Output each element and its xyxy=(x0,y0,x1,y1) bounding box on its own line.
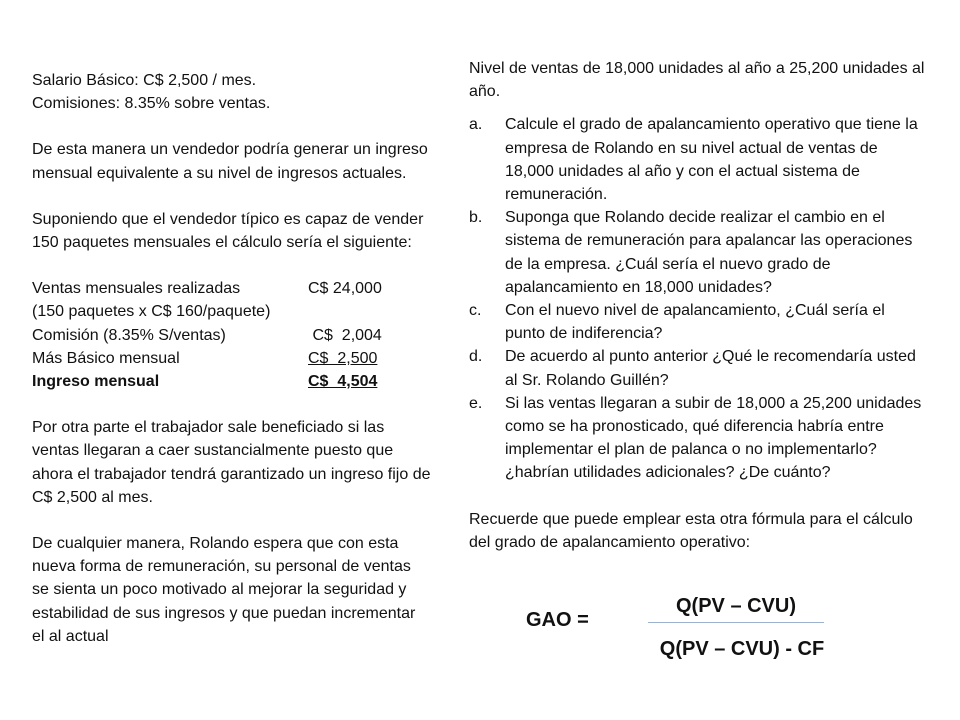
basic-label: Más Básico mensual xyxy=(32,349,180,367)
commission-value: C$ 2,004 xyxy=(308,326,382,344)
sales-level-intro: Nivel de ventas de 18,000 unidades al año a 25,200 unidades al año. xyxy=(469,60,925,101)
sales-row xyxy=(32,277,432,300)
sales-label: Ventas mensuales realizadas xyxy=(32,280,241,298)
fraction-bar xyxy=(648,622,824,623)
question-text: Si las ventas llegaran a subir de 18,000 a 25,200 unidades como se ha pronosticado, qué diferencia habría entre implementar el plan de palanca o no implementarlo? ¿habrían utilidades adicionales? ¿De cuánto? xyxy=(505,394,922,482)
question-item xyxy=(469,345,929,391)
salary-line: Salario Básico: C$ 2,500 / mes. xyxy=(32,72,257,89)
basic-row xyxy=(32,347,432,370)
sales-value: C$ 24,000 xyxy=(308,280,382,298)
paragraph-fixed-income: Por otra parte el trabajador sale beneficiado si las ventas llegaran a caer sustancialmente puesto que ahora el trabajador tendrá garantizado un ingreso fijo de C$ 2,500 al mes. xyxy=(32,419,431,506)
question-text: Con el nuevo nivel de apalancamiento, ¿Cuál sería el punto de indiferencia? xyxy=(505,302,885,343)
formula-label: GAO = xyxy=(526,609,589,631)
formula-numerator: Q(PV – CVU) xyxy=(675,595,797,617)
question-text: De acuerdo al punto anterior ¿Qué le recomendaría usted al Sr. Rolando Guillén? xyxy=(505,348,916,389)
income-label: Ingreso mensual xyxy=(32,373,160,391)
income-row xyxy=(32,370,432,393)
question-item xyxy=(469,113,929,206)
paragraph-income-equivalent: De esta manera un vendedor podría generar un ingreso mensual equivalente a su nivel de ingresos actuales. xyxy=(32,141,428,182)
question-list xyxy=(469,113,929,484)
question-text: Suponga que Rolando decide realizar el cambio en el sistema de remuneración para apalancar las operaciones de la empresa. ¿Cuál sería el nuevo grado de apalancamiento en 18,000 unidades? xyxy=(505,209,913,296)
formula-reminder: Recuerde que puede emplear esta otra fórmula para el cálculo del grado de apalancamiento operativo: xyxy=(469,510,913,551)
commission-label: Comisión (8.35% S/ventas) xyxy=(32,326,226,344)
right-column xyxy=(469,57,929,554)
question-text: Calcule el grado de apalancamiento operativo que tiene la empresa de Rolando en su nivel actual de ventas de 18,000 unidades al año y con el actual sistema de remuneración. xyxy=(505,116,918,204)
question-marker: b. xyxy=(469,209,483,227)
question-item xyxy=(469,206,929,299)
basic-value: C$ 2,500 xyxy=(308,349,378,367)
income-value: C$ 4,504 xyxy=(308,373,378,391)
question-marker: c. xyxy=(469,302,482,320)
question-marker: a. xyxy=(469,116,483,134)
commission-line: Comisiones: 8.35% sobre ventas. xyxy=(32,95,271,113)
left-column xyxy=(32,69,432,648)
commission-row xyxy=(32,324,432,347)
paragraph-assumption: Suponiendo que el vendedor típico es capaz de vender 150 paquetes mensuales el cálculo sería el siguiente: xyxy=(32,210,424,252)
formula-denominator: Q(PV – CVU) - CF xyxy=(659,638,825,660)
sales-detail: (150 paquetes x C$ 160/paquete) xyxy=(32,303,271,321)
question-marker: d. xyxy=(469,348,483,366)
question-item xyxy=(469,299,929,345)
question-marker: e. xyxy=(469,394,483,412)
calculation-block xyxy=(32,277,432,393)
paragraph-motivation: De cualquier manera, Rolando espera que con esta nueva forma de remuneración, su personal de ventas se sienta un poco motivado al mejorar la seguridad y estabilidad de sus ingresos y que puedan incrementar el al actual xyxy=(32,535,416,645)
question-item xyxy=(469,392,929,485)
